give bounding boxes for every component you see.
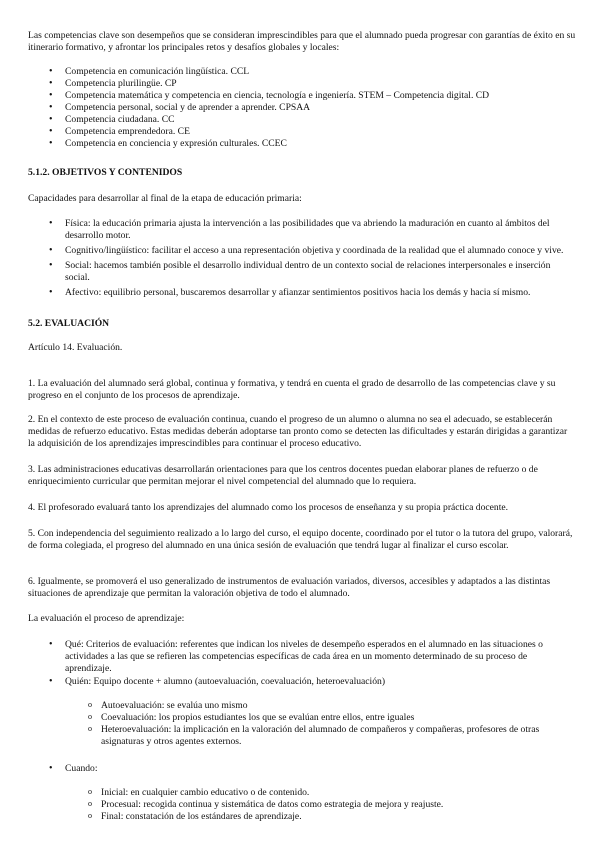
list-item: • Competencia personal, social y de aprender a aprender. CPSAA	[65, 102, 570, 114]
section-heading-objetivos: 5.1.2. OBJETIVOS Y CONTENIDOS	[28, 167, 183, 178]
proceso-list-quien	[65, 676, 570, 688]
list-item: • Competencia matemática y competencia en ciencia, tecnología e ingeniería. STEM – Competencia digital. CD	[65, 90, 570, 102]
list-item: • Social: hacemos también posible el desarrollo individual dentro de un contexto social de relaciones interpersonales e inserción social.	[65, 260, 570, 284]
evaluacion-point-5: 5. Con independencia del seguimiento realizado a lo largo del curso, el equipo docente, coordinado por el tutor o la tutora del grupo, valorará, de forma colegiada, el progreso del alumnado en una única sesión de evaluación que tendrá lugar al finalizar el curso escolar.	[28, 528, 573, 551]
list-item: • Física: la educación primaria ajusta la intervención a las posibilidades que va abriendo la maduración en cuanto al ámbitos del desarrollo motor.	[65, 218, 570, 242]
evaluacion-point-1: 1. La evaluación del alumnado será global, continua y formativa, y tendrá en cuenta el grado de desarrollo de las competencias clave y su progreso en el conjunto de los procesos de aprendizaje.	[28, 378, 556, 401]
list-item-quien: • Quién: Equipo docente + alumno (autoevaluación, coevaluación, heteroevaluación)	[65, 676, 570, 688]
list-item: o Inicial: en cualquier cambio educativo o de contenido.	[101, 787, 569, 799]
proceso-list	[65, 639, 570, 675]
list-item-que: • Qué: Criterios de evaluación: referentes que indican los niveles de desempeño esperados en el alumnado en las situaciones o actividades a las que se refieren las competencias específicas de cada área en un momento determinado de su proceso de aprendizaje.	[65, 639, 570, 675]
intro-paragraph: Las competencias clave son desempeños que se consideran imprescindibles para que el alumnado pueda progresar con garantías de éxito en su itinerario formativo, y afrontar los principales retos y desafíos globales y locales:	[28, 30, 576, 53]
evaluacion-point-3: 3. Las administraciones educativas desarrollarán orientaciones para que los centros docentes puedan elaborar planes de refuerzo o de enriquecimiento curricular que permitan mejorar el nivel competencial del alumnado que lo requiera.	[28, 464, 538, 487]
list-item: • Afectivo: equilibrio personal, buscaremos desarrollar y afianzar sentimientos positivos hacia los demás y hacia sí mismo.	[65, 287, 570, 299]
quien-sublist	[101, 700, 569, 748]
evaluacion-point-4: 4. El profesorado evaluará tanto los aprendizajes del alumnado como los procesos de enseñanza y su propia práctica docente.	[28, 502, 509, 513]
list-item: o Heteroevaluación: la implicación en la valoración del alumnado de compañeros y compañeras, profesores de otras asignaturas y otros agentes externos.	[101, 724, 569, 748]
section-heading-evaluacion: 5.2. EVALUACIÓN	[28, 318, 110, 329]
list-item: • Competencia en comunicación lingüística. CCL	[65, 66, 570, 78]
articulo-heading: Artículo 14. Evaluación.	[28, 342, 123, 353]
list-item: o Autoevaluación: se evalúa uno mismo	[101, 700, 569, 712]
evaluacion-point-6: 6. Igualmente, se promoverá el uso generalizado de instrumentos de evaluación variados, diversos, accesibles y adaptados a las distintas situaciones de aprendizaje que permitan la valoración objetiva de todo el alumnado.	[28, 576, 551, 599]
list-item: o Final: constatación de los estándares de aprendizaje.	[101, 811, 569, 823]
competencias-list	[65, 66, 570, 150]
list-item: o Coevaluación: los propios estudiantes los que se evalúan entre ellos, entre iguales	[101, 712, 569, 724]
list-item: • Competencia plurilingüe. CP	[65, 78, 570, 90]
cuando-sublist	[101, 787, 569, 823]
evaluacion-point-2: 2. En el contexto de este proceso de evaluación continua, cuando el progreso de un alumno o alumna no sea el adecuado, se establecerán medidas de refuerzo educativo. Estas medidas deberán adoptarse tan pronto como se detecten las dificultades y estarán dirigidas a garantizar la adquisición de los aprendizajes imprescindibles para continuar el proceso educativo.	[28, 414, 568, 449]
capacidades-intro: Capacidades para desarrollar al final de la etapa de educación primaria:	[28, 193, 302, 204]
list-item: • Competencia en conciencia y expresión culturales. CCEC	[65, 138, 570, 150]
list-item: o Procesual: recogida continua y sistemática de datos como estrategia de mejora y reajuste.	[101, 799, 569, 811]
list-item: • Cognitivo/lingüístico: facilitar el acceso a una representación objetiva y coordinada de la realidad que el alumnado conoce y vive.	[65, 245, 570, 257]
capacidades-list	[65, 218, 570, 299]
list-item: • Competencia ciudadana. CC	[65, 114, 570, 126]
list-item-cuando: • Cuando:	[65, 763, 570, 775]
proceso-list-cuando	[65, 763, 570, 775]
proceso-intro: La evaluación el proceso de aprendizaje:	[28, 613, 185, 624]
list-item: • Competencia emprendedora. CE	[65, 126, 570, 138]
